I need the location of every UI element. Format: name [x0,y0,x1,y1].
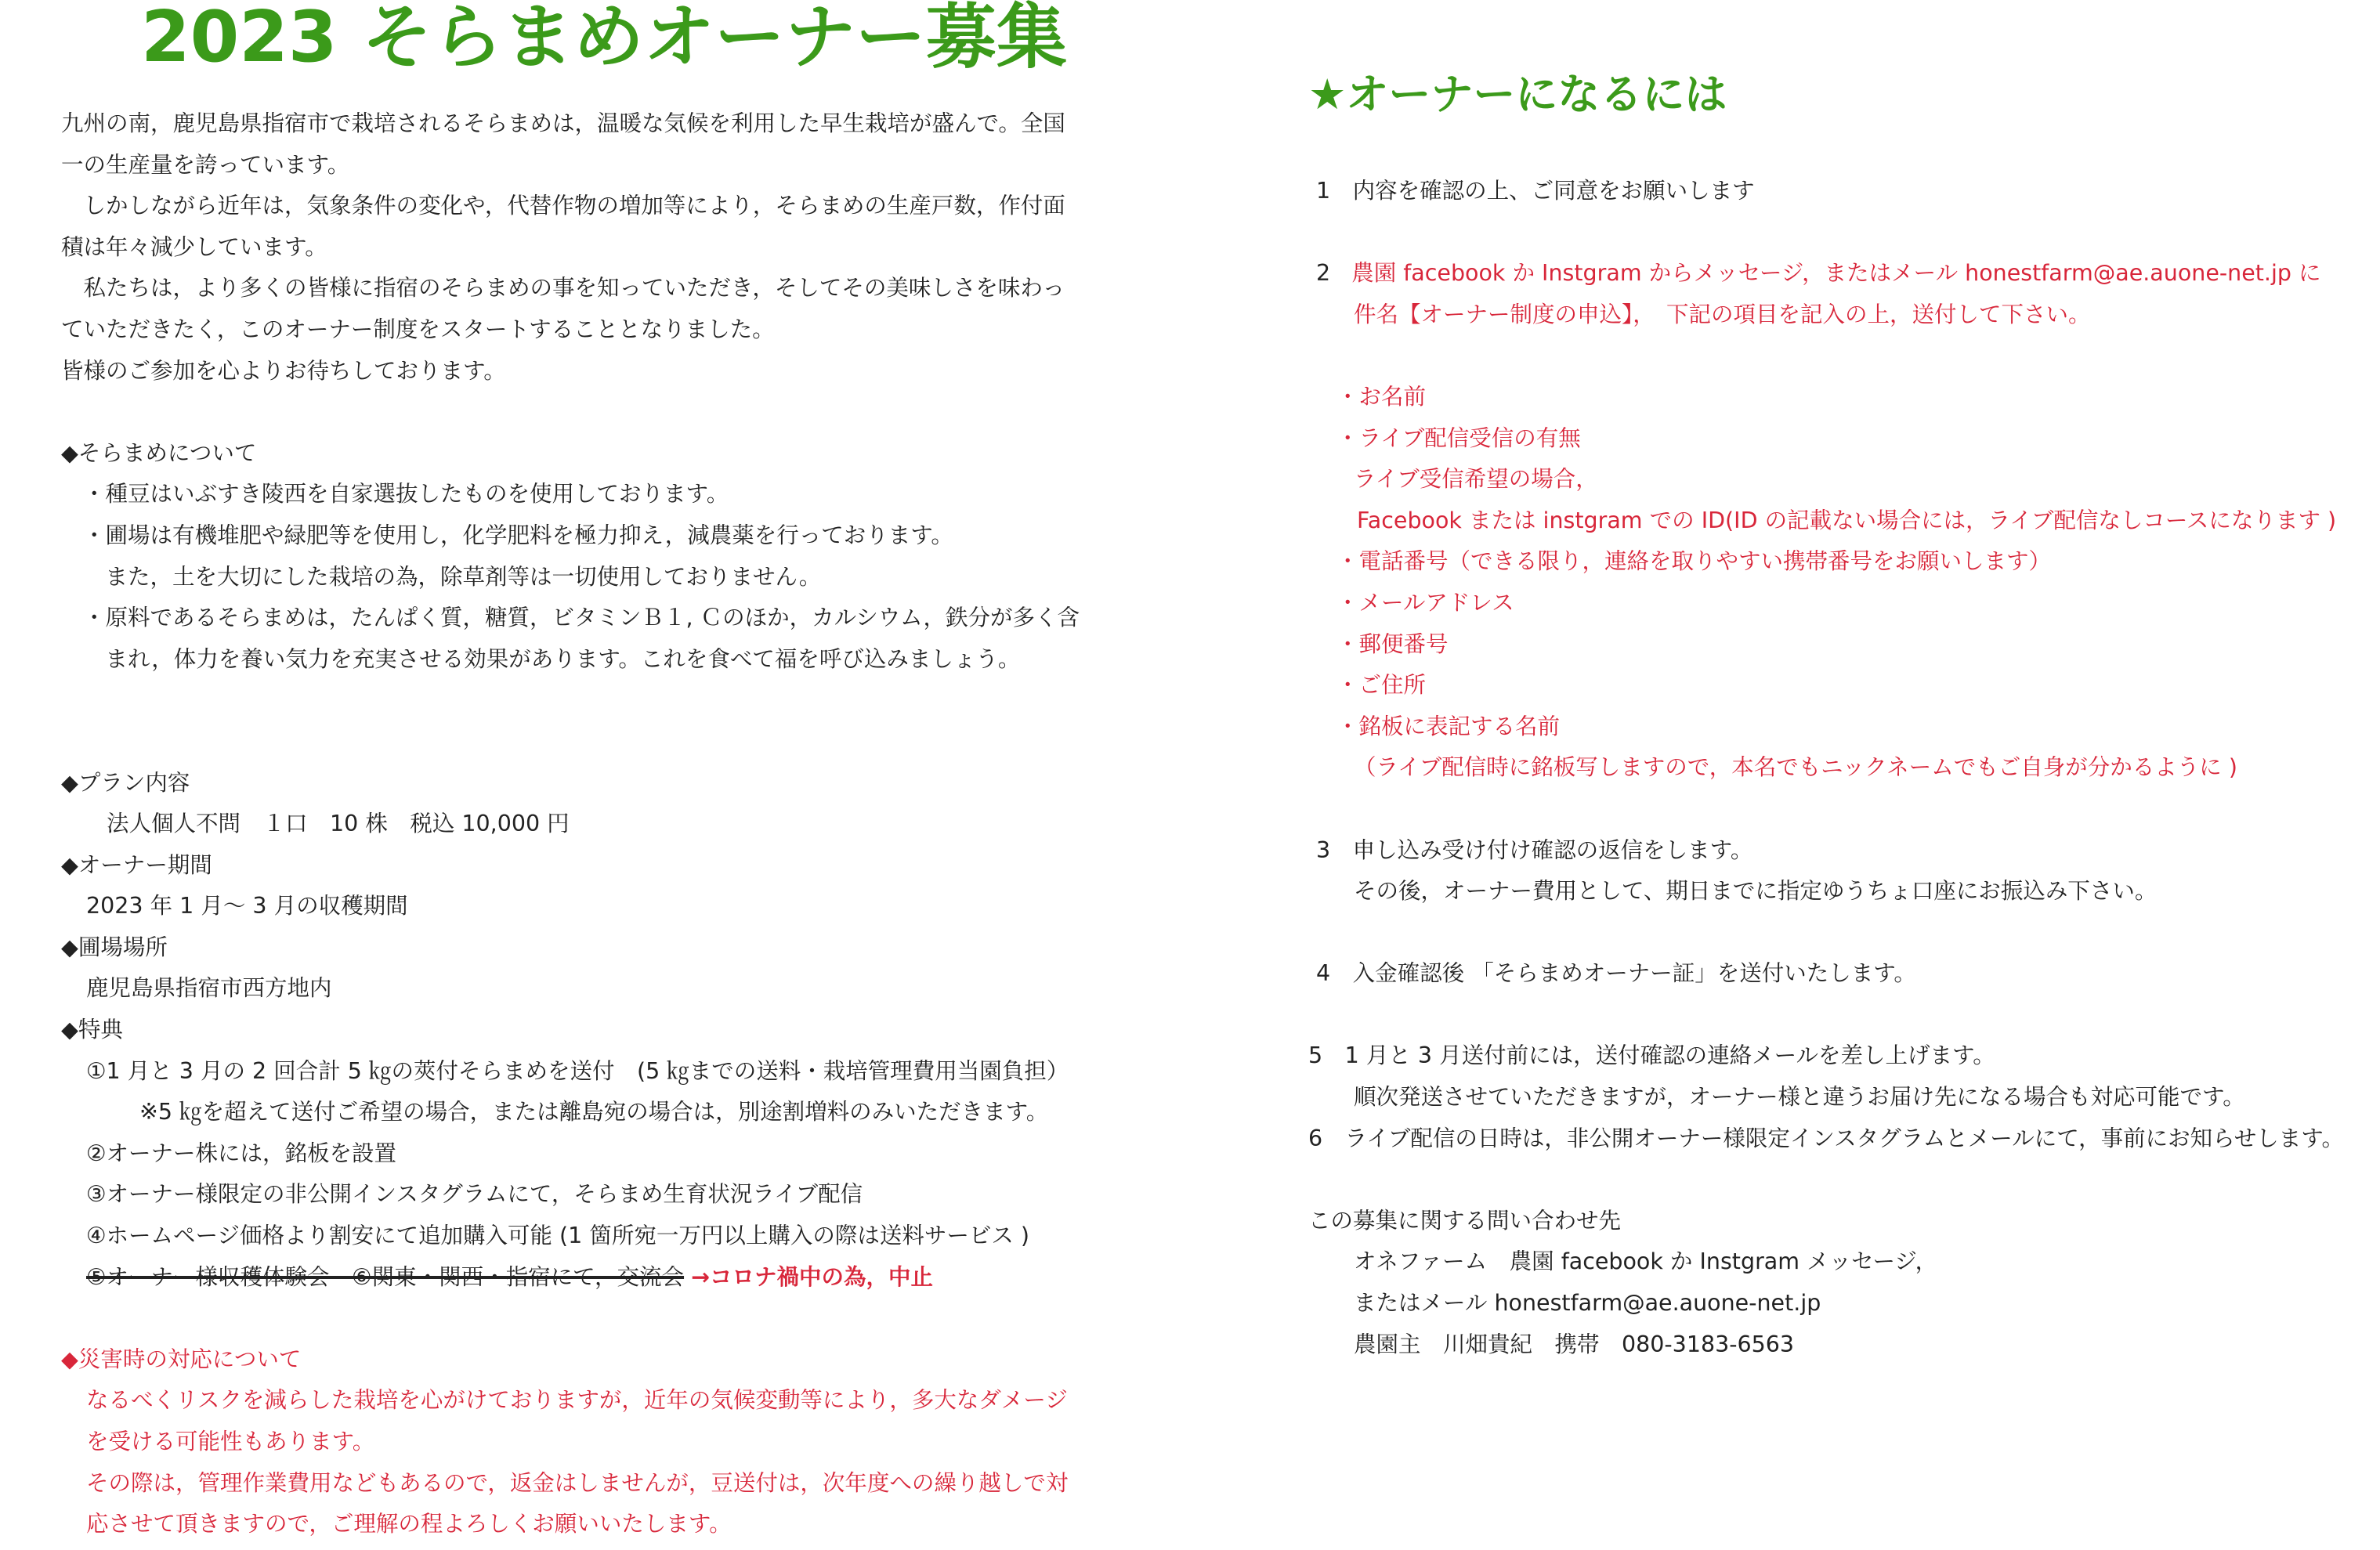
step-3: 3 申し込み受け付け確認の返信をします。 [1316,836,1753,863]
step-4: 4 入金確認後 「そらまめオーナー証」を送付いたします。 [1316,960,1916,987]
field-email: ・メールアドレス [1336,589,1514,616]
soramame-line: まれ，体力を養い気力を充実させる効果があります。これを食べて福を呼び込みましょう。 [83,645,1021,672]
contact-phone: 農園主 川畑貴紀 携帯 080-3183-6563 [1354,1331,1795,1357]
benefit-note: ※5 ㎏を超えて送付ご希望の場合，または離島宛の場合は，別途割増料のみいただきます。 [139,1099,1049,1125]
soramame-line: ・原料であるそらまめは，たんぱく質，糖質，ビタミンＢ１, Ｃのほか，カルシウム，鉄分が多く含 [83,605,1080,631]
field-text: 鹿児島県指宿市西方地内 [86,975,332,1002]
intro-line: ていただきたく，このオーナー制度をスタートすることとなりました。 [61,316,775,342]
disaster-line: その際は，管理作業費用などもあるので，返金はしませんが，豆送付は，次年度への繰り越しで対 [86,1469,1069,1496]
field-address: ・ご住所 [1336,672,1427,699]
soramame-line: ・種豆はいぶすき陵西を自家選抜したものを使用しております。 [83,481,729,508]
field-plate: ・銘板に表記する名前 [1336,713,1561,739]
benefit-item: ③オーナー様限定の非公開インスタグラムにて，そらまめ生育状況ライブ配信 [86,1181,863,1208]
section-heading-disaster: ◆災害時の対応について [61,1346,302,1372]
intro-line: 積は年々減少しています。 [61,233,327,260]
field-plate-note: （ライブ配信時に銘板写しますので，本名でもニックネームでもご自身が分かるように ) [1354,754,2237,781]
intro-line: 私たちは，より多くの皆様に指宿のそらまめの事を知っていただき，そしてその美味しさを味わっ [61,275,1065,302]
intro-line: 一の生産量を誇っています。 [61,151,350,178]
soramame-line: ・圃場は有機堆肥や緑肥等を使用し，化学肥料を極力抑え，減農薬を行っております。 [83,522,953,548]
benefit-item: ④ホームページ価格より割安にて追加購入可能 (1 箇所宛一万円以上購入の際は送料サービス ) [86,1223,1030,1249]
soramame-line: また，土を大切にした栽培の為，除草剤等は一切使用しておりません。 [83,563,822,590]
step-3-note: その後，オーナー費用として、期日までに指定ゆうちょ口座にお振込み下さい。 [1354,878,2158,905]
step-2-text: 農園 facebook か Instgram からメッセージ，またはメール honestfarm@ae.auone-net.jp に [1351,260,2321,287]
page-title: 2023 そらまめオーナー募集 [141,0,1067,78]
right-column [1308,67,2374,1365]
field-name: ・お名前 [1336,383,1427,410]
step-2-subject: 件名【オーナー制度の申込】， 下記の項目を記入の上，送付して下さい。 [1354,301,2091,327]
benefit-item: ①1 月と 3 月の 2 回合計 5 ㎏の莢付そらまめを送付 (5 ㎏までの送料・栽培管理費用当園負担） [86,1057,1069,1084]
struck-text: ⑤オーナー様収穫体験会 ⑥関東・関西・指宿にて，交流会 [86,1263,685,1290]
intro-line: 皆様のご参加を心よりお待ちしております。 [61,357,506,384]
section-heading-plan: ◆プラン内容 [61,769,190,796]
intro-line: 九州の南，鹿児島県指宿市で栽培されるそらまめは，温暖な気候を利用した早生栽培が盛んで。全国 [61,110,1065,136]
plan-text: 法人個人不問 １口 10 株 税込 10,000 円 [107,811,570,837]
disaster-line: なるべくリスクを減らした栽培を心がけておりますが，近年の気候変動等により，多大なダメージ [86,1387,1068,1414]
how-to-heading: ★オーナーになるには [1308,70,1727,119]
left-column [61,103,1142,1545]
step-2-number: 2 [1316,260,1331,287]
step-5: 5 1 月と 3 月送付前には，送付確認の連絡メールを差し上げます。 [1308,1042,1995,1069]
contact-heading: この募集に関する問い合わせ先 [1308,1207,1622,1234]
field-live-note: Facebook または instgram での ID(ID の記載ない場合には，ライブ配信なしコースになります ) [1357,507,2337,533]
contact-email: またはメール honestfarm@ae.auone-net.jp [1354,1290,1821,1317]
section-heading-soramame: ◆そらまめについて [61,439,257,466]
section-heading-field: ◆圃場場所 [61,934,168,960]
cancel-note: →コロナ禍中の為，中止 [691,1263,933,1290]
contact-line: オネファーム 農園 facebook か Instgram メッセージ， [1354,1248,1938,1275]
period-text: 2023 年 1 月〜 3 月の収穫期間 [86,893,408,920]
section-heading-benefits: ◆特典 [61,1017,123,1043]
step-6: 6 ライブ配信の日時は，非公開オーナー様限定インスタグラムとメールにて，事前にお知らせします。 [1308,1125,2345,1151]
field-live: ・ライブ配信受信の有無 [1336,425,1581,451]
step-1: 1 内容を確認の上、ご同意をお願いします [1316,178,1755,204]
disaster-line: を受ける可能性もあります。 [86,1429,375,1454]
step-5-note: 順次発送させていただきますが，オーナー様と違うお届け先になる場合も対応可能です。 [1354,1084,2245,1111]
disaster-line: 応させて頂きますので，ご理解の程よろしくお願いいたします。 [86,1511,732,1537]
field-phone: ・電話番号（できる限り，連絡を取りやすい携帯番号をお願いします） [1336,548,2052,575]
benefit-item: ②オーナー株には，銘板を設置 [86,1140,397,1166]
field-live-note: ライブ受信希望の場合， [1354,466,1598,493]
benefit-item-cancelled [61,1257,1142,1299]
intro-line: しかしながら近年は，気象条件の変化や，代替作物の増加等により，そらまめの生産戸数，作付面 [61,193,1065,219]
section-heading-period: ◆オーナー期間 [61,851,212,878]
field-postal: ・郵便番号 [1336,630,1449,657]
step-2 [1308,253,2374,294]
